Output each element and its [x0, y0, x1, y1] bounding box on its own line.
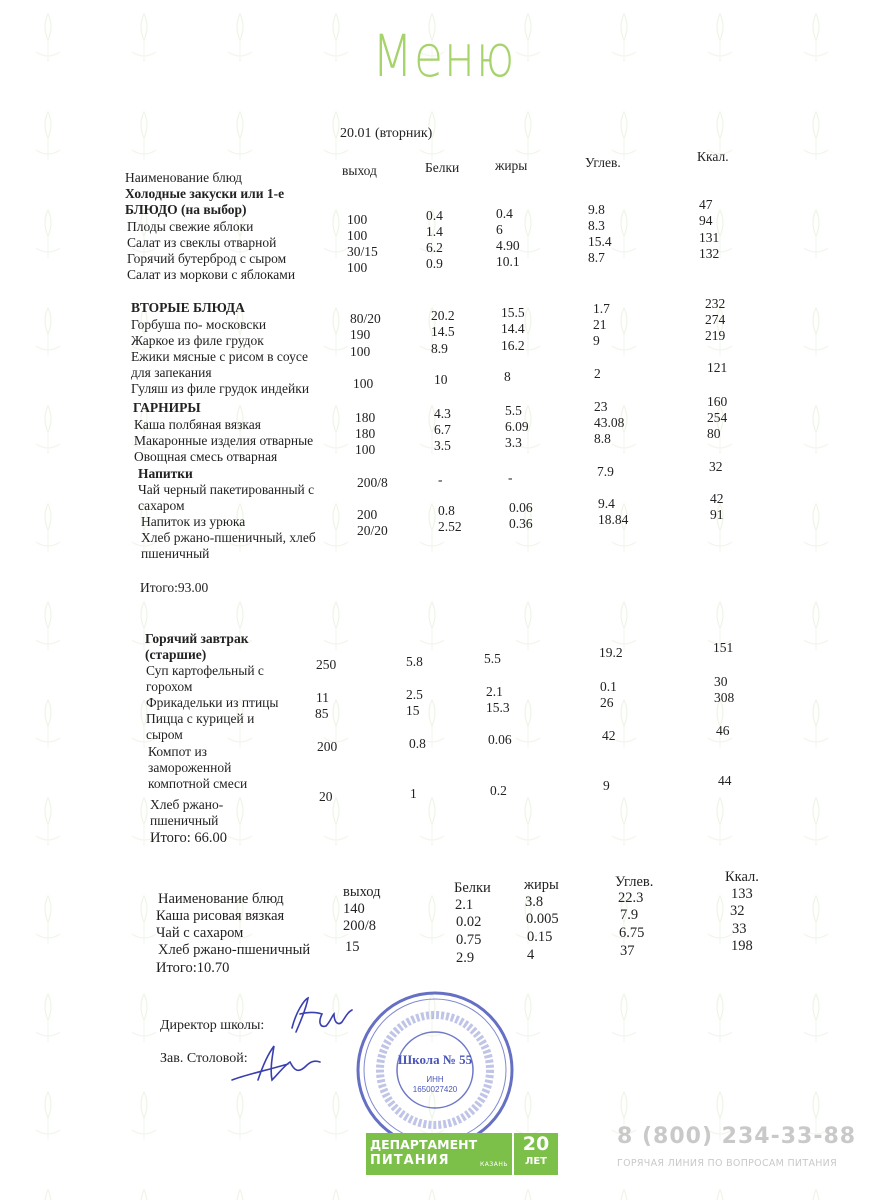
dish-protein: 4.3	[434, 406, 451, 421]
dish-output: 200/8	[357, 475, 388, 490]
dish-name: пшеничный	[150, 813, 219, 828]
dish-carbs: 43.08	[594, 415, 625, 430]
dish-kcal: 133	[731, 886, 753, 902]
dish-name: сахаром	[138, 498, 185, 513]
dish-name: Горячий бутерброд с сыром	[127, 251, 287, 266]
dish-kcal: 33	[732, 921, 747, 937]
section-title: Напитки	[138, 466, 193, 481]
canteen-signature	[228, 1040, 328, 1088]
dish-output: 85	[315, 706, 329, 721]
dish-protein: 6.7	[434, 422, 451, 437]
dish-kcal: 160	[707, 394, 728, 409]
dish-name: Жаркое из филе грудок	[131, 333, 264, 348]
dish-carbs: 21	[593, 317, 607, 332]
logo-line2: ПИТАНИЯ	[370, 1153, 450, 1168]
dish-name: Хлеб ржано-	[150, 797, 224, 812]
dish-name: Напиток из урюка	[141, 514, 246, 529]
dish-protein: 20.2	[431, 308, 455, 323]
dish-protein: 0.8	[409, 736, 426, 751]
dish-fat: 8	[504, 369, 511, 384]
dish-kcal: 47	[699, 197, 713, 212]
dish-fat: 10.1	[496, 254, 520, 269]
logo-years-number: 20	[522, 1133, 550, 1155]
dish-name: Каша рисовая вязкая	[156, 908, 285, 924]
lunch-total: Итого:93.00	[140, 580, 209, 595]
director-signature	[286, 992, 358, 1040]
header-output: выход	[342, 163, 377, 178]
dish-carbs: 1.7	[593, 301, 610, 316]
sum-kcal: 198	[731, 938, 753, 954]
dish-fat: 3.3	[505, 435, 522, 450]
dish-output: 30/15	[347, 244, 378, 259]
section-title: Холодные закуски или 1-е	[125, 186, 285, 201]
dish-kcal: 131	[699, 230, 720, 245]
dish-fat: 0.15	[527, 929, 553, 945]
dish-output: 200	[357, 507, 378, 522]
dish-kcal: 80	[707, 426, 721, 441]
dish-protein: 0.75	[456, 932, 482, 948]
dish-output: 100	[347, 260, 368, 275]
dish-kcal: 46	[716, 723, 730, 738]
dish-output: 250	[316, 657, 337, 672]
dish-output: 100	[347, 228, 368, 243]
dish-kcal: 30	[714, 674, 728, 689]
dish-carbs: 19.2	[599, 645, 623, 660]
sum-carbs: 37	[620, 943, 635, 959]
dish-fat: 6.09	[505, 419, 529, 434]
dish-output: 180	[355, 426, 376, 441]
dish-name: Хлеб ржано-пшеничный	[158, 942, 311, 958]
dish-carbs: 9.4	[598, 496, 615, 511]
dish-name: Салат из свеклы отварной	[127, 235, 277, 250]
dish-output: 100	[350, 344, 371, 359]
dish-carbs: 8.3	[588, 218, 605, 233]
page-title: Меню	[372, 22, 516, 90]
logo-years-label: ЛЕТ	[525, 1156, 547, 1167]
dish-fat: 15.3	[486, 700, 510, 715]
dish-protein: 14.5	[431, 324, 455, 339]
dish-name: Пицца с курицей и	[146, 711, 255, 726]
dish-name: Салат из моркови с яблоками	[127, 267, 296, 282]
department-logo	[366, 1133, 558, 1175]
stamp-inn-label: ИНН	[426, 1075, 444, 1084]
dish-carbs: 15.4	[588, 234, 612, 249]
section-title: ВТОРЫЕ БЛЮДА	[131, 300, 245, 315]
dish-name: Суп картофельный с	[146, 663, 264, 678]
dish-kcal: 132	[699, 246, 720, 261]
header-protein: Белки	[454, 880, 491, 896]
dish-protein: 6.2	[426, 240, 443, 255]
dish-fat: -	[508, 470, 513, 485]
dish-carbs: 0.1	[600, 679, 617, 694]
hotline-phone[interactable]: 8 (800) 234-33-88	[617, 1124, 857, 1149]
director-label: Директор школы:	[160, 1018, 265, 1033]
dish-fat: 0.06	[509, 500, 533, 515]
dish-protein: 0.02	[456, 914, 482, 930]
dish-kcal: 254	[707, 410, 728, 425]
dish-output: 20	[319, 789, 333, 804]
dish-fat: 6	[496, 222, 503, 237]
dish-protein: 3.5	[434, 438, 451, 453]
dish-carbs: 22.3	[618, 890, 644, 906]
dish-fat: 0.4	[496, 206, 513, 221]
dish-protein: 15	[406, 703, 420, 718]
dish-fat: 0.36	[509, 516, 533, 531]
breakfast-total: Итого: 66.00	[150, 830, 227, 846]
logo-box	[366, 1133, 512, 1175]
dish-fat: 4.90	[496, 238, 520, 253]
section-title: Горячий завтрак	[145, 631, 249, 646]
dish-protein: 2.5	[406, 687, 423, 702]
dish-kcal: 91	[710, 507, 724, 522]
dish-output: 200	[317, 739, 338, 754]
dish-fat: 0.005	[526, 911, 559, 927]
section-title: (старшие)	[145, 647, 207, 662]
header-carbs: Углев.	[585, 155, 621, 170]
section-title: БЛЮДО (на выбор)	[125, 202, 247, 217]
dish-output: 190	[350, 327, 371, 342]
dish-fat: 2.1	[486, 684, 503, 699]
dish-kcal: 308	[714, 690, 735, 705]
header-protein: Белки	[425, 160, 460, 175]
dish-name: Фрикадельки из птицы	[146, 695, 279, 710]
logo-years	[514, 1133, 558, 1175]
dish-carbs: 8.7	[588, 250, 605, 265]
dish-output: 11	[316, 690, 329, 705]
dish-protein: 2.1	[455, 897, 474, 913]
dish-fat: 14.4	[501, 321, 525, 336]
dish-protein: 10	[434, 372, 448, 387]
school-stamp	[355, 990, 515, 1150]
header-name: Наименование блюд	[125, 170, 243, 185]
dish-kcal: 32	[709, 459, 723, 474]
dish-fat: 5.5	[505, 403, 522, 418]
dish-protein: 1.4	[426, 224, 443, 239]
dish-carbs: 18.84	[598, 512, 629, 527]
small-menu-total: Итого:10.70	[156, 960, 230, 976]
stamp-school: Школа № 55	[397, 1052, 473, 1067]
menu-date: 20.01 (вторник)	[340, 126, 433, 141]
dish-name: Гуляш из филе грудок индейки	[131, 381, 310, 396]
dish-name: сыром	[146, 727, 183, 742]
dish-fat: 0.06	[488, 732, 512, 747]
header-carbs: Углев.	[615, 874, 654, 890]
dish-output: 180	[355, 410, 376, 425]
dish-name: Плоды свежие яблоки	[127, 219, 254, 234]
dish-protein: 8.9	[431, 341, 448, 356]
canteen-label: Зав. Столовой:	[160, 1051, 248, 1066]
dish-protein: 0.8	[438, 503, 455, 518]
dish-carbs: 42	[602, 728, 616, 743]
dish-name: Ежики мясные с рисом в соусе	[131, 349, 308, 364]
logo-city: КАЗАНЬ	[480, 1161, 508, 1168]
dish-output: 80/20	[350, 311, 381, 326]
dish-kcal: 32	[730, 903, 745, 919]
dish-carbs: 9.8	[588, 202, 605, 217]
dish-carbs: 2	[594, 366, 601, 381]
dish-fat: 16.2	[501, 338, 525, 353]
dish-kcal: 44	[718, 773, 732, 788]
dish-name: пшеничный	[141, 546, 210, 561]
dish-carbs: 9	[593, 333, 600, 348]
stamp-inn: 1650027420	[412, 1085, 458, 1094]
sum-protein: 2.9	[456, 950, 475, 966]
dish-output: 140	[343, 901, 365, 917]
dish-carbs: 7.9	[597, 464, 614, 479]
dish-carbs: 26	[600, 695, 614, 710]
dish-fat: 0.2	[490, 783, 507, 798]
dish-name: Чай черный пакетированный с	[138, 482, 315, 497]
dish-kcal: 42	[710, 491, 724, 506]
dish-fat: 5.5	[484, 651, 501, 666]
logo-line1: ДЕПАРТАМЕНТ	[370, 1137, 478, 1152]
dish-kcal: 219	[705, 328, 726, 343]
dish-protein: 2.52	[438, 519, 462, 534]
dish-name: Горбуша по- московски	[131, 317, 267, 332]
dish-name: Хлеб ржано-пшеничный, хлеб	[141, 530, 316, 545]
section-title: ГАРНИРЫ	[133, 400, 201, 415]
dish-name: Компот из	[148, 744, 207, 759]
header-name: Наименование блюд	[158, 891, 284, 907]
header-output: выход	[343, 884, 381, 900]
dish-name: компотной смеси	[148, 776, 248, 791]
dish-output: 100	[347, 212, 368, 227]
dish-protein: 0.9	[426, 256, 443, 271]
dish-name: замороженной	[148, 760, 232, 775]
dish-carbs: 23	[594, 399, 608, 414]
dish-protein: 5.8	[406, 654, 423, 669]
dish-output: 200/8	[343, 918, 377, 934]
dish-carbs: 9	[603, 778, 610, 793]
dish-carbs: 7.9	[620, 907, 639, 923]
header-kcal: Ккал.	[697, 149, 729, 164]
dish-carbs: 6.75	[619, 925, 645, 941]
dish-kcal: 94	[699, 213, 713, 228]
header-kcal: Ккал.	[725, 869, 759, 885]
dish-protein: 0.4	[426, 208, 443, 223]
dish-carbs: 8.8	[594, 431, 611, 446]
dish-kcal: 121	[707, 360, 728, 375]
dish-kcal: 232	[705, 296, 726, 311]
dish-kcal: 151	[713, 640, 734, 655]
dish-protein: 1	[410, 786, 417, 801]
dish-fat: 15.5	[501, 305, 525, 320]
dish-output: 100	[355, 442, 376, 457]
dish-name: Макаронные изделия отварные	[134, 433, 314, 448]
header-fat: жиры	[495, 158, 528, 173]
dish-output: 20/20	[357, 523, 388, 538]
dish-output: 100	[353, 376, 374, 391]
dish-fat: 3.8	[525, 894, 544, 910]
hotline-caption: ГОРЯЧАЯ ЛИНИЯ ПО ВОПРОСАМ ПИТАНИЯ	[617, 1158, 837, 1169]
dish-kcal: 274	[705, 312, 726, 327]
dish-name: горохом	[146, 679, 193, 694]
dish-name: Каша полбяная вязкая	[134, 417, 261, 432]
dish-protein: -	[438, 472, 443, 487]
dish-name: Чай с сахаром	[156, 925, 244, 941]
dish-name: Овощная смесь отварная	[134, 449, 278, 464]
header-fat: жиры	[524, 877, 559, 893]
sum-fat: 4	[527, 947, 535, 963]
dish-output: 15	[345, 939, 360, 955]
dish-name: для запекания	[131, 365, 212, 380]
